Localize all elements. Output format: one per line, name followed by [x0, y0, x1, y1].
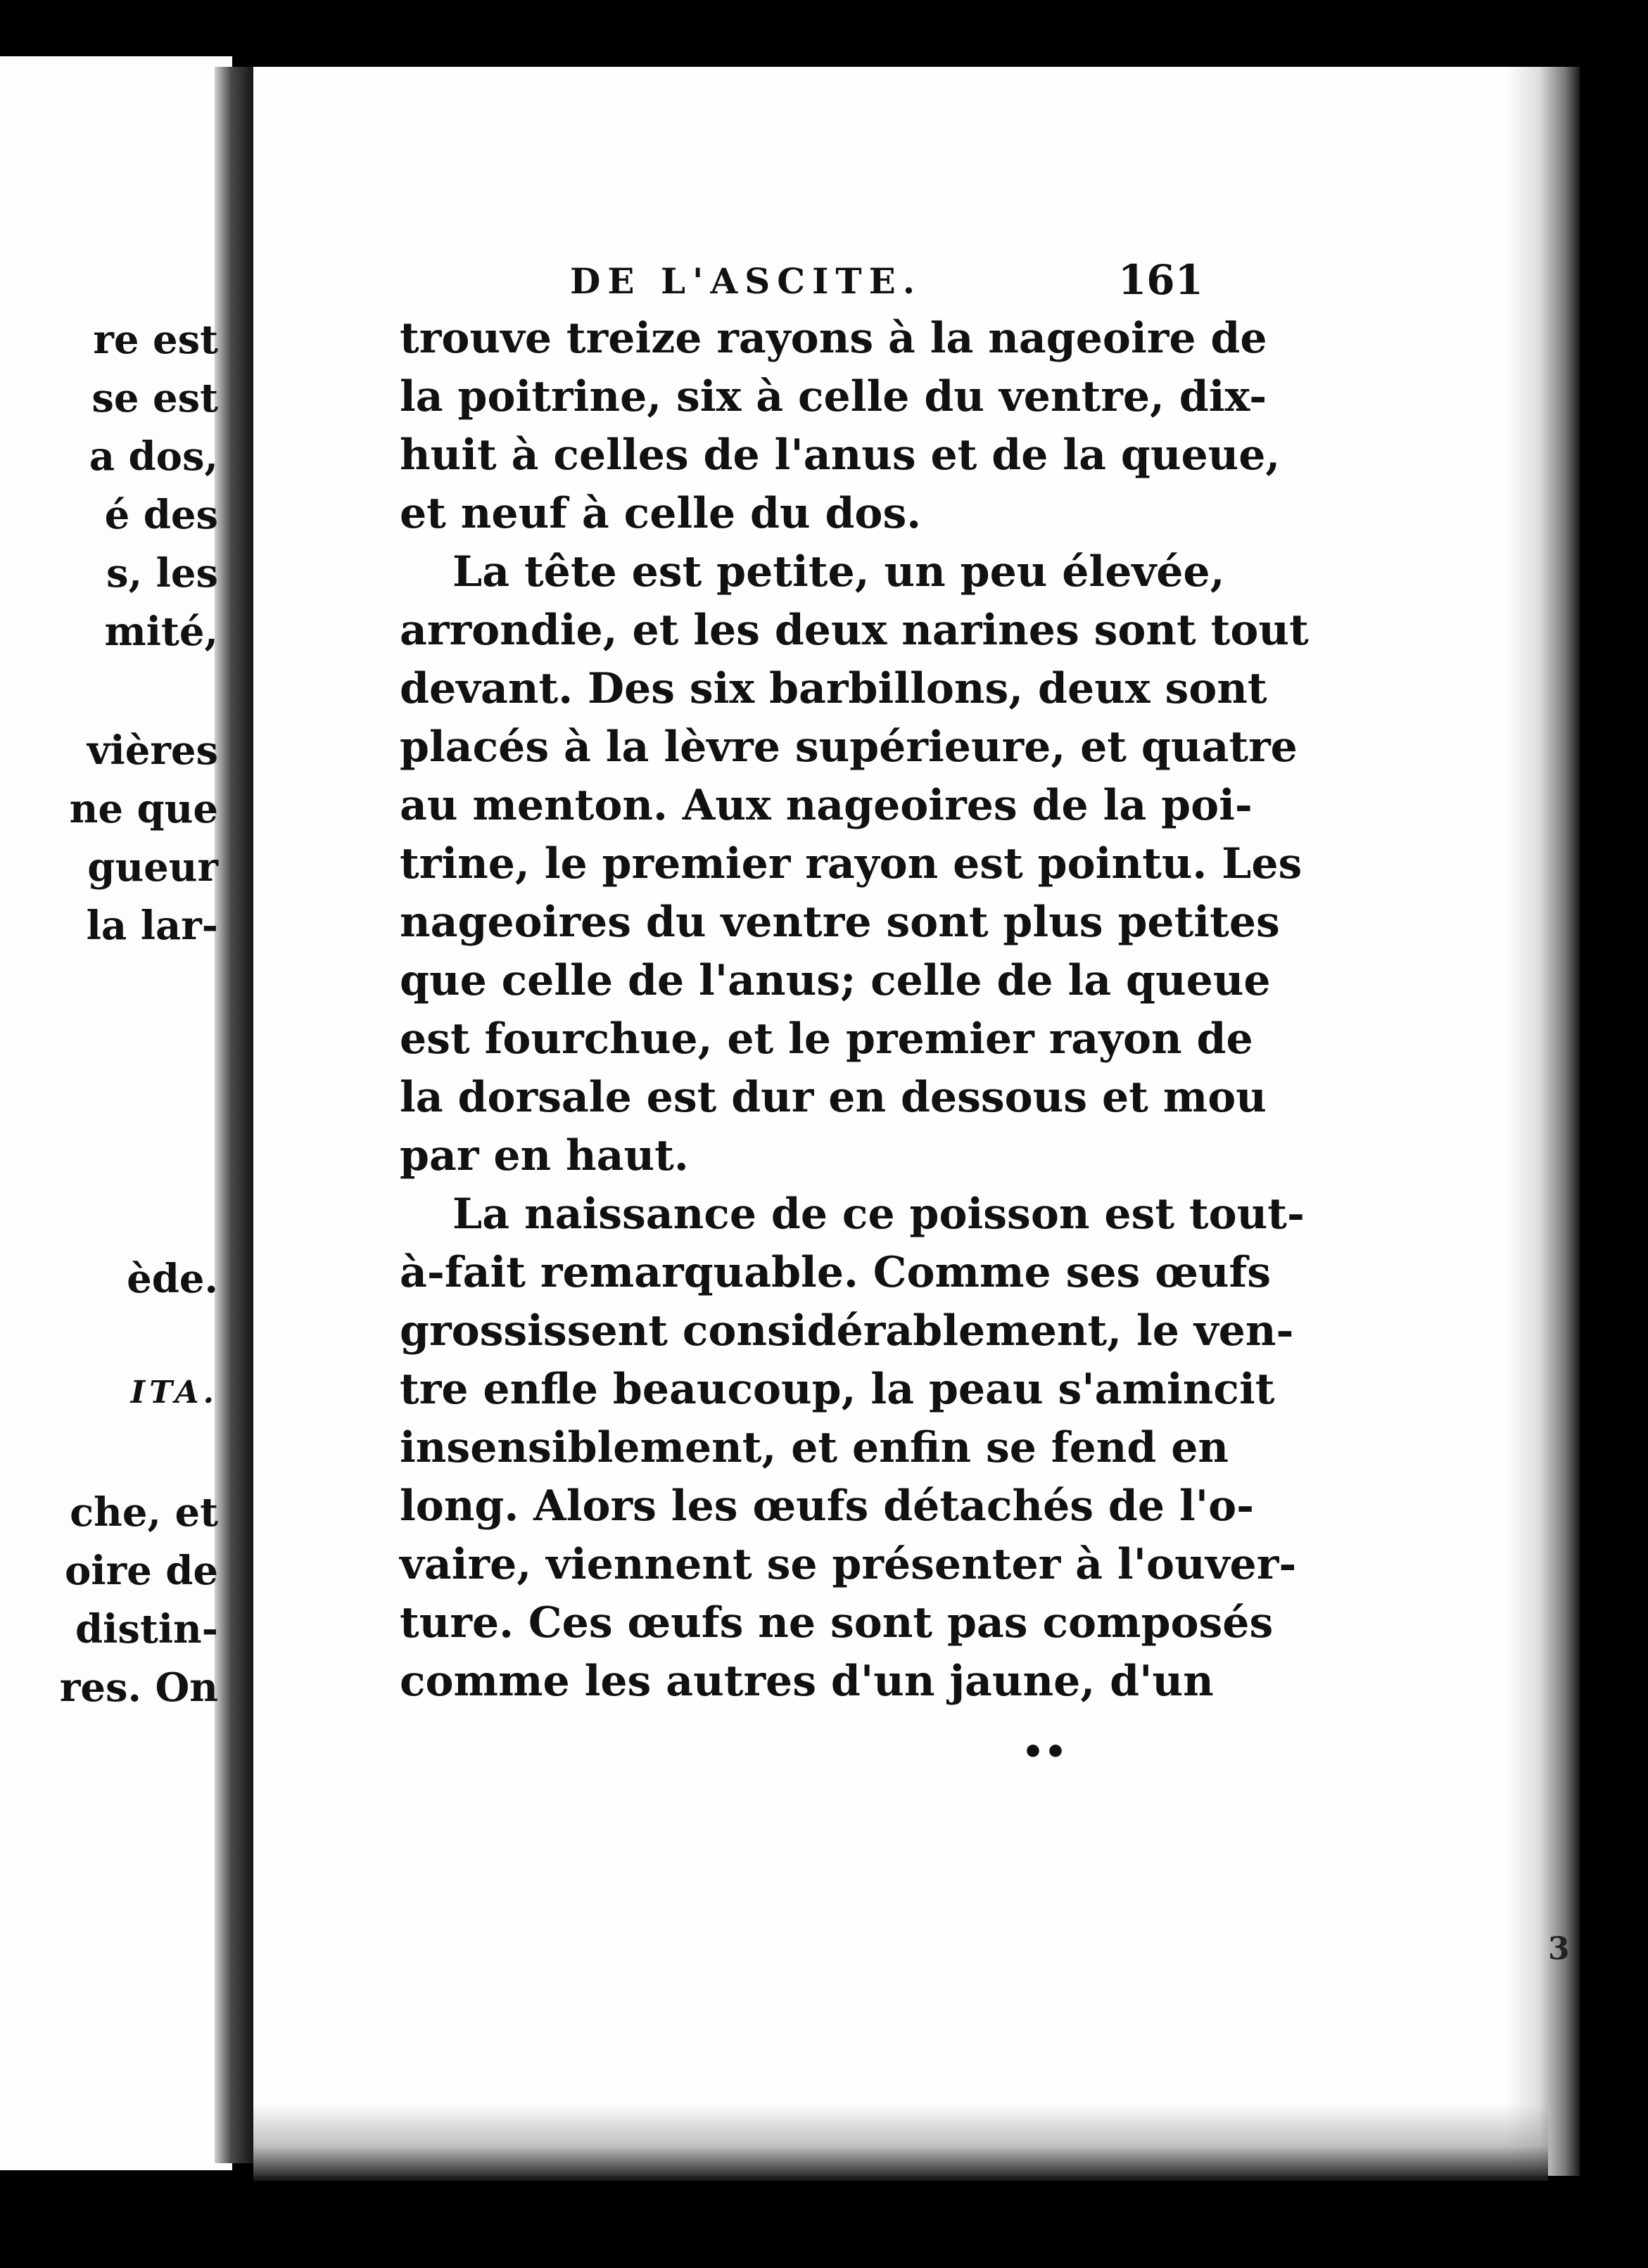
text-line: huit à celles de l'anus et de la queue, [400, 431, 1281, 480]
signature-mark: •• [1022, 1731, 1067, 1772]
text-line: que celle de l'anus; celle de la queue [400, 956, 1271, 1005]
left-page-line: ne que [69, 786, 218, 832]
left-page-line: oire de [64, 1548, 218, 1594]
edge-mark: 3 [1548, 1931, 1570, 1967]
text-line: grossissent considérablement, le ven- [400, 1306, 1294, 1356]
text-line: nageoires du ventre sont plus petites [400, 898, 1280, 947]
left-page-line: re est [93, 317, 218, 363]
running-head [570, 256, 1203, 310]
left-page-line: distin- [75, 1606, 218, 1652]
left-page-fragment [0, 56, 232, 2170]
text-line: ture. Ces œufs ne sont pas composés [400, 1598, 1274, 1648]
text-line: à-fait remarquable. Comme ses œufs [400, 1248, 1272, 1297]
text-line: trine, le premier rayon est pointu. Les [400, 839, 1302, 888]
left-page-line: mité, [104, 609, 218, 655]
left-page-line: se est [91, 375, 218, 421]
text-line: comme les autres d'un jaune, d'un [400, 1657, 1214, 1706]
page-number: 161 [1117, 256, 1203, 304]
text-line: la poitrine, six à celle du ventre, dix- [400, 372, 1267, 421]
left-page-line: ède. [127, 1256, 218, 1302]
left-page-line: é des [104, 492, 218, 538]
running-title: DE L'ASCITE. [570, 260, 923, 302]
page-edge-shadow [1506, 67, 1580, 2176]
text-line: placés à la lèvre supérieure, et quatre [400, 722, 1298, 772]
text-line: La naissance de ce poisson est tout- [452, 1190, 1305, 1239]
left-page-line: la lar- [86, 903, 218, 949]
text-line: est fourchue, et le premier rayon de [400, 1014, 1253, 1064]
text-line: vaire, viennent se présenter à l'ouver- [400, 1540, 1297, 1589]
page-bottom-shadow [253, 2103, 1548, 2181]
left-page-line: s, les [106, 550, 218, 597]
text-line: et neuf à celle du dos. [400, 489, 922, 538]
body-text [400, 310, 1309, 1711]
left-page-line: che, et [70, 1489, 218, 1536]
book-gutter [215, 67, 255, 2163]
left-page-line: gueur [87, 844, 218, 891]
text-line: tre enfle beaucoup, la peau s'amincit [400, 1365, 1275, 1414]
text-line: insensiblement, et enfin se fend en [400, 1423, 1229, 1472]
text-line: au menton. Aux nageoires de la poi- [400, 781, 1253, 830]
text-line: long. Alors les œufs détachés de l'o- [400, 1482, 1255, 1531]
text-line: la dorsale est dur en dessous et mou [400, 1073, 1267, 1122]
left-page-line: ITA. [130, 1375, 218, 1410]
text-line: trouve treize rayons à la nageoire de [400, 314, 1267, 363]
text-line: par en haut. [400, 1131, 689, 1180]
left-page-line: vières [87, 727, 218, 774]
left-page-line: a dos, [89, 433, 218, 480]
left-page-line: res. On [59, 1664, 218, 1711]
text-line: La tête est petite, un peu élevée, [452, 547, 1225, 597]
text-line: arrondie, et les deux narines sont tout [400, 606, 1309, 655]
text-line: devant. Des six barbillons, deux sont [400, 664, 1267, 713]
